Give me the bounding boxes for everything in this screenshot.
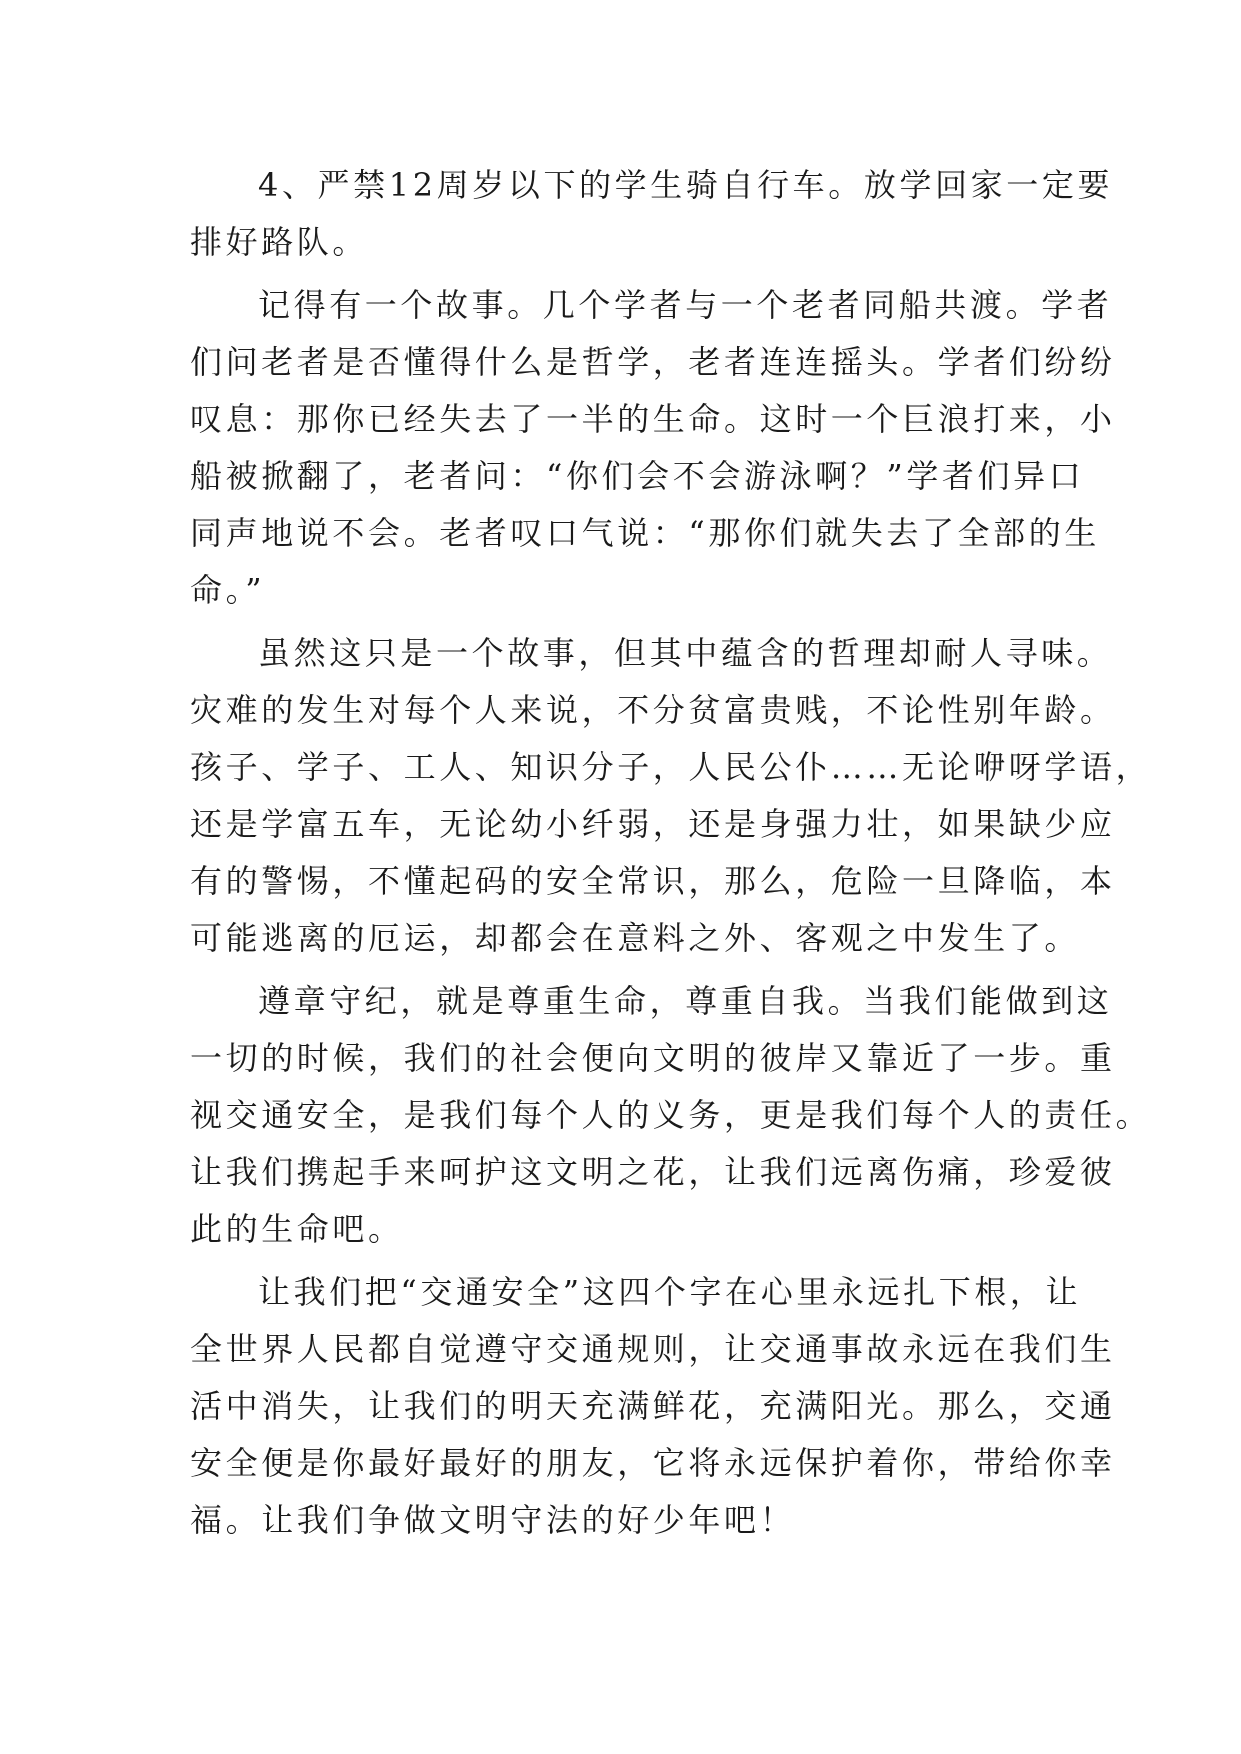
text-line-14: 可能逃离的厄运，却都会在意料之外、客观之中发生了。 [190,919,1081,957]
text-line-5: 叹息：那你已经失去了一半的生命。这时一个巨浪打来，小 [190,400,1116,438]
text-line-8: 命。” [190,571,266,609]
text-line-2: 排好路队。 [190,223,369,261]
text-line-4: 们问老者是否懂得什么是哲学，老者连连摇头。学者们纷纷 [190,343,1116,381]
text-line-7: 同声地说不会。老者叹口气说：“那你们就失去了全部的生 [190,514,1100,552]
text-line-13: 有的警惕，不懂起码的安全常识，那么，危险一旦降临，本 [190,862,1116,900]
text-line-17: 视交通安全，是我们每个人的义务，更是我们每个人的责任。 [190,1096,1152,1134]
text-line-21: 全世界人民都自觉遵守交通规则，让交通事故永远在我们生 [190,1330,1116,1368]
text-line-6: 船被掀翻了，老者问：“你们会不会游泳啊？”学者们异口 [190,457,1085,495]
text-line-15: 遵章守纪，就是尊重生命，尊重自我。当我们能做到这 [258,982,1113,1020]
text-line-1: 4、严禁12周岁以下的学生骑自行车。放学回家一定要 [258,166,1114,204]
text-line-11: 孩子、学子、工人、知识分子，人民公仆……无论咿呀学语， [190,748,1152,786]
text-line-9: 虽然这只是一个故事，但其中蕴含的哲理却耐人寻味。 [258,634,1113,672]
text-line-19: 此的生命吧。 [190,1210,404,1248]
text-line-10: 灾难的发生对每个人来说，不分贫富贵贱，不论性别年龄。 [190,691,1116,729]
text-line-23: 安全便是你最好最好的朋友，它将永远保护着你，带给你幸 [190,1444,1116,1482]
text-line-3: 记得有一个故事。几个学者与一个老者同船共渡。学者 [258,286,1113,324]
text-line-20: 让我们把“交通安全”这四个字在心里永远扎下根，让 [258,1273,1082,1311]
text-line-18: 让我们携起手来呵护这文明之花，让我们远离伤痛，珍爱彼 [190,1153,1116,1191]
text-line-12: 还是学富五车，无论幼小纤弱，还是身强力壮，如果缺少应 [190,805,1116,843]
text-line-22: 活中消失，让我们的明天充满鲜花，充满阳光。那么，交通 [190,1387,1116,1425]
text-line-16: 一切的时候，我们的社会便向文明的彼岸又靠近了一步。重 [190,1039,1116,1077]
text-line-24: 福。让我们争做文明守法的好少年吧！ [190,1501,796,1539]
